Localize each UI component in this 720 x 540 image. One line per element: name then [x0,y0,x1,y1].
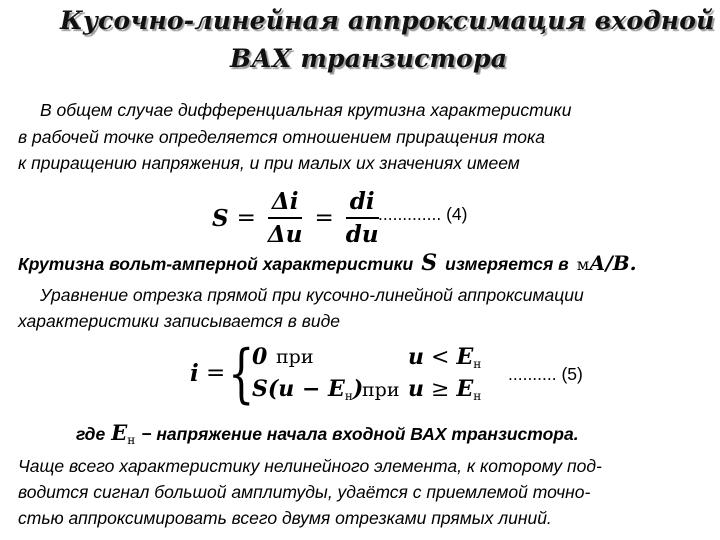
units-symbol-s: S [421,250,438,276]
where-prefix: где [76,424,106,444]
case-2-value [252,376,363,403]
case-2-word: при [362,379,400,401]
page-title-line-2: ВАХ транзистора [230,44,508,73]
case-2-op: ≥ [431,377,450,402]
case-1-condition [408,344,481,371]
conclusion-line-1: Чаще всего характеристику нелинейного элемента, к которому под- [18,456,602,476]
case-1-e: E [456,344,474,370]
case-2-var: u [408,376,424,402]
eq-intro-line-1: Уравнение отрезка прямой при кусочно-линейной аппроксимации [40,285,584,305]
fraction-diff-numerator: di [346,188,379,219]
fraction-delta-denominator: Δu [267,221,303,248]
formula-5-lhs: i [190,360,199,387]
case-1-var: u [408,344,424,370]
formula-5-eq: = [206,360,226,386]
intro-line-2: в рабочей точке определяется отношением приращения тока [18,127,545,147]
formula-5-brace: { [228,337,255,411]
unit-main: А/В. [589,251,637,275]
unit-prefix: м [576,255,590,274]
case-1-value: 0 [252,344,268,370]
formula-4-eq-1: = [236,205,256,231]
where-symbol: $E_н$ [111,420,136,447]
formula-4-fraction-delta [264,188,307,248]
case-2-cond-sub: н [473,389,482,403]
where-text: − напряжение начала входной ВАХ транзистора. [141,424,579,444]
units-value [577,251,637,276]
conclusion-line-2: водится сигнал большой амплитуды, удаётся с приемлемой точно- [18,482,591,502]
formula-4-lhs: S [212,204,229,232]
case-1-op: < [431,345,450,370]
eq-intro-line-2: характеристики записывается в виде [18,311,340,331]
units-text: Крутизна вольт-амперной характеристики [18,254,414,274]
units-line [18,250,637,276]
page-title-line-1: Кусочно-линейная аппроксимация входной [60,6,715,35]
formula-4-fraction-diff [342,188,383,248]
case-2-sub: н [344,389,353,403]
where-line [76,420,579,447]
fraction-delta-numerator: Δi [268,188,303,219]
case-2-e: E [456,376,474,402]
conclusion-line-3: стью аппроксимировать всего двумя отрезками прямых линий. [18,508,552,528]
units-measured: измеряется в [445,254,569,274]
case-2-expr: S(u − E [252,376,345,402]
formula-4 [212,188,383,248]
case-1-sub: н [473,357,482,371]
formula-4-number: ............. (4) [378,204,468,224]
case-2-close: ) [352,376,364,402]
case-2-condition [408,376,481,403]
fraction-diff-denominator: du [345,221,379,248]
formula-5 [190,337,490,412]
intro-line-1: В общем случае дифференциальная крутизна характеристики [40,100,572,120]
intro-line-3: к приращению напряжения, и при малых их значениях имеем [18,153,520,173]
formula-4-eq-2: = [314,205,334,231]
formula-5-number: .......... (5) [508,364,583,384]
case-1-word: при [276,346,314,368]
